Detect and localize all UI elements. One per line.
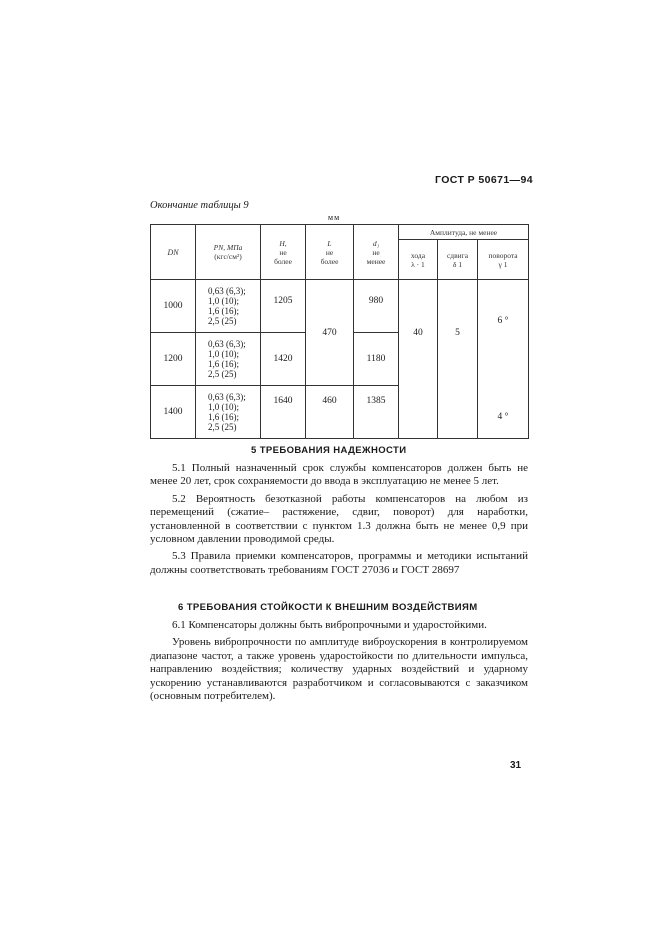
paragraph-5-1: 5.1 Полный назначенный срок службы компенсаторов должен быть не менее 20 лет, срок сохраняемости до ввода в эксплуатацию не менее 5 лет. [150,462,528,488]
header-shift-line2: δ 1 [452,259,463,269]
cell-d1: 980 [354,280,399,333]
cell-dn: 1400 [151,386,196,439]
header-h-line2: не [279,247,287,257]
section-6-body [150,619,528,707]
section-6-title: 6 ТРЕБОВАНИЯ СТОЙКОСТИ К ВНЕШНИМ ВОЗДЕЙСТВИЯМ [178,602,478,613]
cell-stroke-empty [399,386,438,439]
table-9 [150,224,529,439]
cell-pn [196,280,261,333]
header-l-line2: не [325,247,334,257]
header-dn: DN [151,225,196,280]
paragraph-6-2: Уровень вибропрочности по амплитуде виброускорения в контролируемом диапазоне частот, а также уровень ударостойкости по длительности импульса, направлению воздействия; количеству ударных воздействий и ударному ускорению устанавливаются разработчиком и согласовываются с заказчиком (основным потребителем). [150,636,528,703]
header-d1-line2: не [372,247,380,257]
header-l [306,225,354,280]
cell-rotation-bottom: 4 ° [478,386,529,439]
pn-value: 1,0 (10); [208,296,239,306]
pn-value: 2,5 (25) [208,316,237,326]
header-pn-line1: PN, МПа [213,243,243,252]
pn-value: 1,0 (10); [208,349,239,359]
cell-d1: 1180 [354,333,399,386]
header-pn-line2: (кгс/см²) [214,252,242,261]
header-stroke [399,240,438,280]
pn-value: 1,6 (16); [208,412,239,422]
pn-value: 0,63 (6,3); [208,339,246,349]
cell-rotation-top: 6 ° [478,280,529,386]
header-l-line3: более [320,256,339,266]
cell-l-merged: 470 [306,280,354,386]
pn-value: 1,6 (16); [208,306,239,316]
cell-pn [196,333,261,386]
header-amplitude: Амплитуда, не менее [399,225,529,240]
header-stroke-line1: хода [410,250,426,260]
cell-dn: 1200 [151,333,196,386]
page-number: 31 [510,760,522,771]
header-shift-line1: сдвига [446,250,469,260]
cell-h: 1420 [261,333,306,386]
cell-l: 460 [306,386,354,439]
table-units: мм [328,213,341,222]
header-l-line1: L [327,238,332,248]
table-caption: Окончание таблицы 9 [150,200,249,211]
cell-pn [196,386,261,439]
table-row [151,386,529,439]
pn-value: 2,5 (25) [208,369,237,379]
header-rotation [478,240,529,280]
section-5-body [150,462,528,581]
pn-value: 2,5 (25) [208,422,237,432]
pn-value: 0,63 (6,3); [208,392,246,402]
standard-header: ГОСТ Р 50671—94 [435,174,533,186]
cell-shift-empty [438,386,478,439]
paragraph-6-1: 6.1 Компенсаторы должны быть вибропрочными и ударостойкими. [172,619,487,631]
header-rotation-line1: поворота [488,250,518,260]
pn-value: 0,63 (6,3); [208,286,246,296]
header-pn [196,225,261,280]
header-d1-line1: d₁ [372,238,380,248]
cell-dn: 1000 [151,280,196,333]
header-d1 [354,225,399,280]
header-shift [438,240,478,280]
section-5-title: 5 ТРЕБОВАНИЯ НАДЕЖНОСТИ [251,445,407,456]
table-row [151,280,529,333]
header-d1-line3: менее [366,256,386,266]
header-h-line1: H, [279,238,287,248]
paragraph-5-2: 5.2 Вероятность безотказной работы компенсаторов на любом из перемещений (сжатие– растяжение, сдвиг, поворот) для наработки, установленной в соответствии с пунктом 1.3 должна быть не менее 0,9 при условном давлении проводимой среды. [150,492,528,546]
header-h-line3: более [274,256,292,266]
pn-value: 1,0 (10); [208,402,239,412]
cell-d1: 1385 [354,386,399,439]
cell-shift-merged: 5 [438,280,478,386]
cell-h: 1205 [261,280,306,333]
header-rotation-line2: γ 1 [498,259,508,269]
cell-stroke-merged: 40 [399,280,438,386]
pn-value: 1,6 (16); [208,359,239,369]
header-h [261,225,306,280]
paragraph-5-3: 5.3 Правила приемки компенсаторов, программы и методики испытаний должны соответствовать требованиям ГОСТ 27036 и ГОСТ 28697 [150,550,528,576]
header-stroke-line2: λ · 1 [411,259,425,269]
cell-h: 1640 [261,386,306,439]
